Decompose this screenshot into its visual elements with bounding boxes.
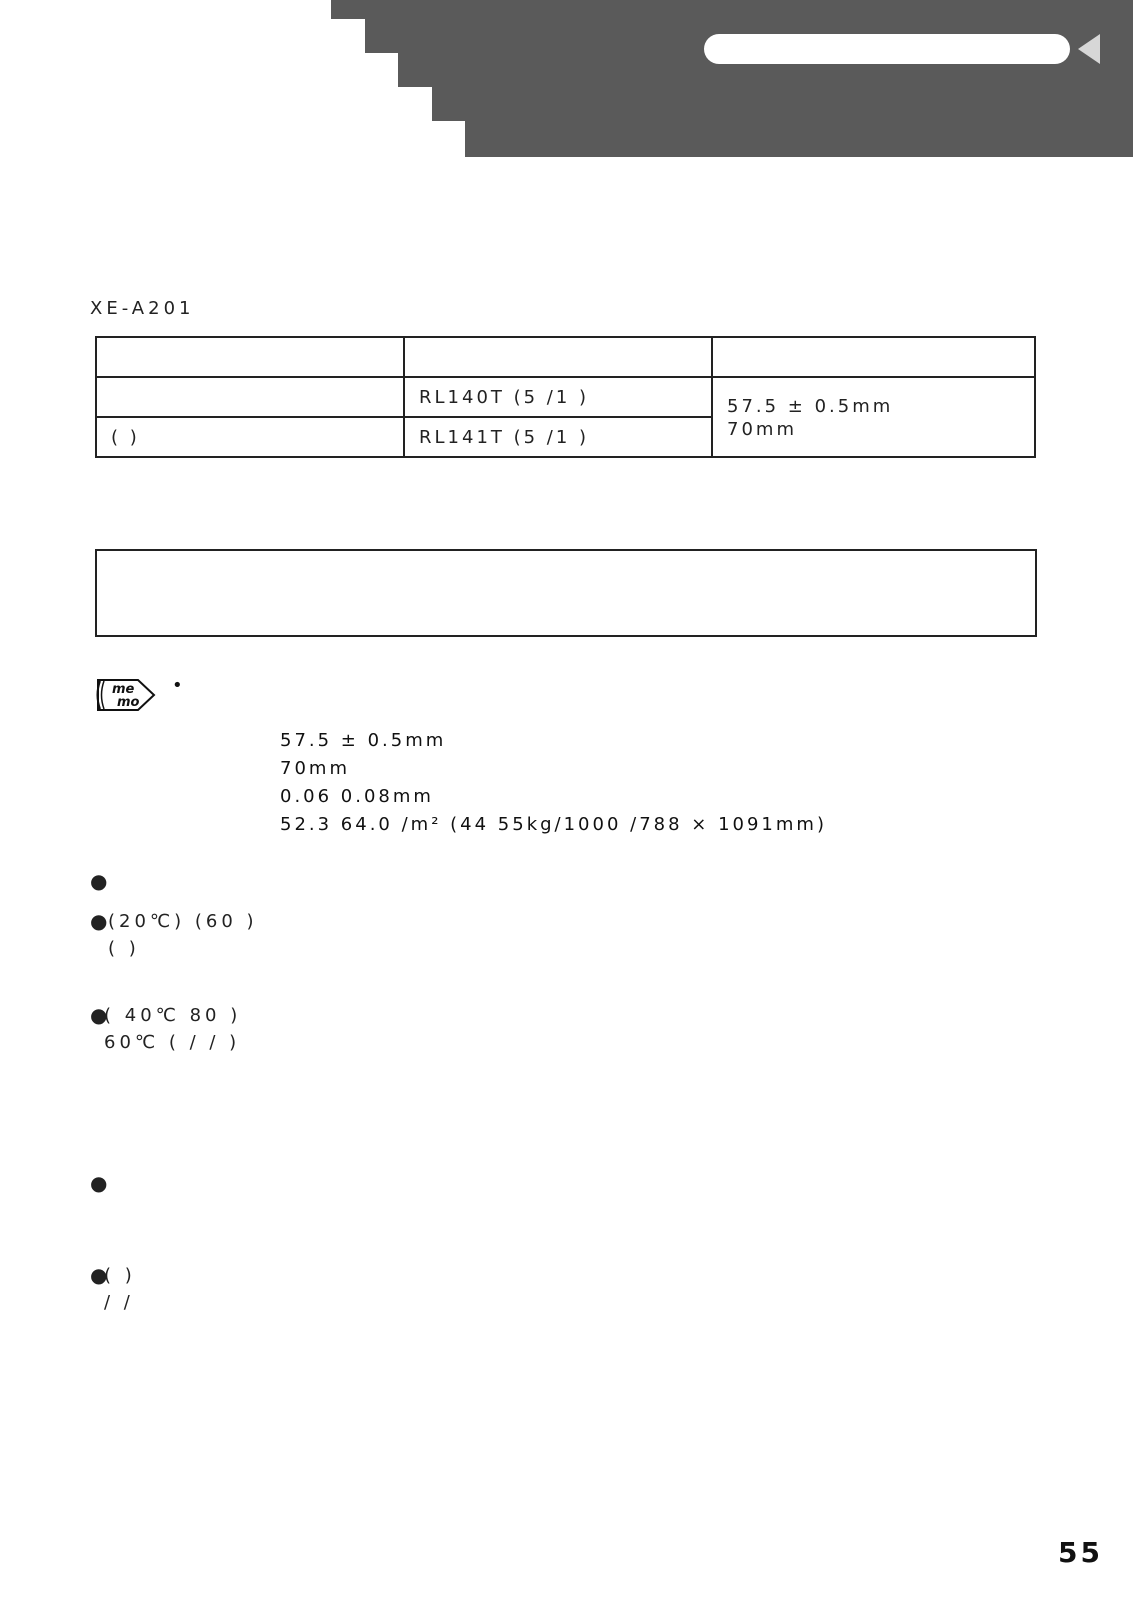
header-band-1 <box>331 0 1133 19</box>
page-title <box>600 84 1056 148</box>
bullet-dot-icon: ● <box>90 1263 108 1287</box>
memo-row <box>188 702 280 726</box>
page-number: 55 <box>1058 1536 1103 1569</box>
memo-row <box>188 758 350 782</box>
bullet-line: ( ) <box>108 938 140 959</box>
table-header-model <box>404 337 712 377</box>
condition-line: 57.5 ± 0.5mm <box>727 396 894 417</box>
notice-box <box>95 549 1037 637</box>
bullet-dot-icon: ● <box>90 1003 108 1027</box>
header-chapter-pill <box>704 34 1070 64</box>
triangle-left-icon <box>1078 34 1100 64</box>
paper-spec-table <box>95 336 1036 458</box>
memo-value: 52.3 64.0 /m² (44 55kg/1000 /788 × 1091mm) <box>280 814 827 835</box>
condition-line: 70mm <box>727 419 797 440</box>
memo-row <box>188 786 434 810</box>
memo-value: 70mm <box>280 758 350 779</box>
bullet-line: (20℃) (60 ) <box>108 911 258 932</box>
bullet-subline: 60℃ ( / / ) <box>104 1032 241 1053</box>
table-cell-model: RL141T (5 /1 ) <box>404 417 712 457</box>
table-header-name <box>96 337 404 377</box>
table-cell-conditions <box>712 377 1035 457</box>
table-header-conditions <box>712 337 1035 377</box>
table-row <box>96 377 1035 417</box>
table-cell-name <box>96 377 404 417</box>
bullet-dot-icon: ● <box>90 869 108 893</box>
memo-icon-text-top: me <box>112 682 135 697</box>
memo-heading: • <box>172 675 187 696</box>
section1-intro-line: XE-A201 <box>90 298 195 319</box>
table-header-row <box>96 337 1035 377</box>
table-cell-model: RL140T (5 /1 ) <box>404 377 712 417</box>
bullet-dot-icon: ● <box>90 909 108 933</box>
bullet-subline: ( ) <box>104 1265 136 1286</box>
bullet-dot-icon: ● <box>90 1171 108 1195</box>
bullet-subline: / / <box>104 1292 134 1313</box>
table-cell-name: ( ) <box>96 417 404 457</box>
bullet-item <box>90 908 1040 962</box>
memo-icon-text-bottom: mo <box>117 695 140 710</box>
bullet-subline: ( 40℃ 80 ) <box>104 1005 242 1026</box>
memo-value: 0.06 0.08mm <box>280 786 434 807</box>
bullet-item <box>90 1002 1040 1056</box>
bullet-item <box>90 1262 1040 1316</box>
memo-value: 57.5 ± 0.5mm <box>280 730 447 751</box>
memo-row <box>188 814 827 838</box>
memo-row <box>188 730 446 754</box>
memo-icon <box>92 678 158 712</box>
